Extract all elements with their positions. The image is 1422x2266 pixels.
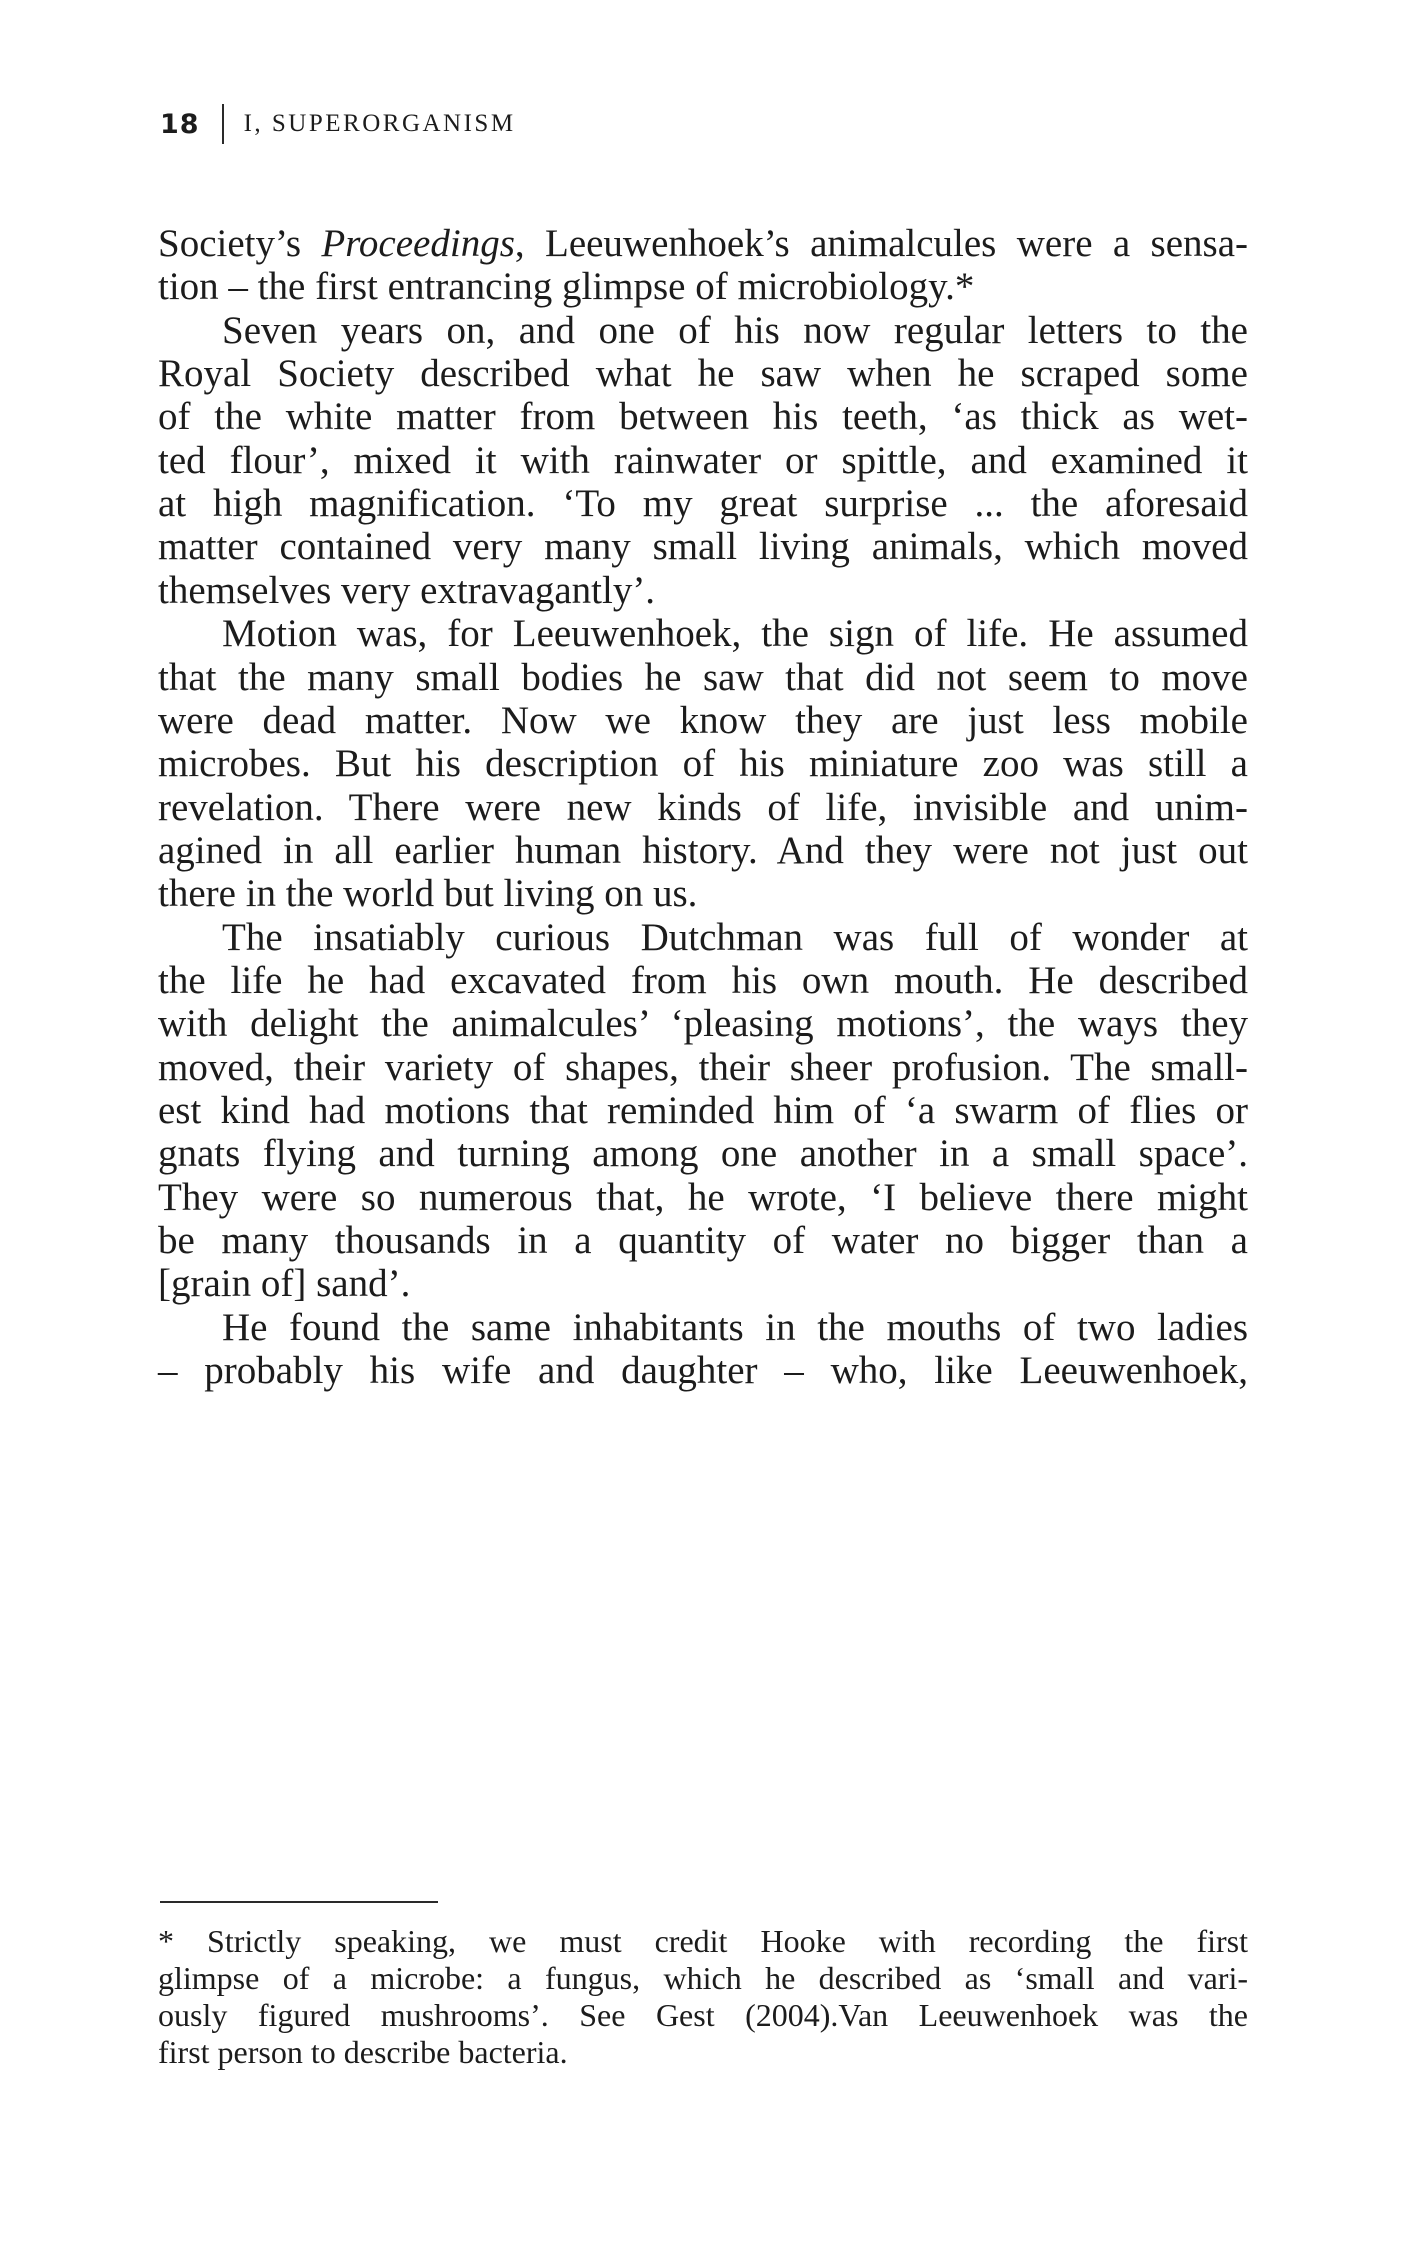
body-line-13: microbes. But his description of his miniature zoo was still a <box>158 742 1248 785</box>
body-line-22: gnats flying and turning among one another in a small space’. <box>158 1132 1248 1175</box>
body-line-21: est kind had motions that reminded him of ‘a swarm of flies or <box>158 1089 1248 1132</box>
body-line-25: [grain of] sand’. <box>158 1262 411 1305</box>
footnote-line-1: * Strictly speaking, we must credit Hooke with recording the first <box>158 1923 1248 1959</box>
body-line-3: Seven years on, and one of his now regular letters to the <box>222 309 1248 352</box>
body-line-14: revelation. There were new kinds of life, invisible and unim- <box>158 786 1248 829</box>
body-line-26: He found the same inhabitants in the mouths of two ladies <box>222 1306 1248 1349</box>
body-line-6: ted flour’, mixed it with rainwater or spittle, and examined it <box>158 439 1248 482</box>
body-line-4: Royal Society described what he saw when he scraped some <box>158 352 1248 395</box>
body-line-18: the life he had excavated from his own mouth. He described <box>158 959 1248 1002</box>
body-line-9: themselves very extravagantly’. <box>158 569 656 612</box>
body-line-2: tion – the first entrancing glimpse of microbiology.* <box>158 265 975 308</box>
footnote-line-3: ously figured mushrooms’. See Gest (2004).Van Leeuwenhoek was the <box>158 1997 1248 2033</box>
body-line-12: were dead matter. Now we know they are just less mobile <box>158 699 1248 742</box>
body-line-20: moved, their variety of shapes, their sheer profusion. The small- <box>158 1046 1248 1089</box>
body-line-16: there in the world but living on us. <box>158 872 698 915</box>
body-line-11: that the many small bodies he saw that did not seem to move <box>158 656 1248 699</box>
body-line-19: with delight the animalcules’ ‘pleasing motions’, the ways they <box>158 1002 1248 1045</box>
header-divider <box>222 104 224 144</box>
footnote-line-4: first person to describe bacteria. <box>158 2034 568 2070</box>
body-line-8: matter contained very many small living animals, which moved <box>158 525 1248 568</box>
body-line-7: at high magnification. ‘To my great surprise ... the aforesaid <box>158 482 1248 525</box>
italic-title: Proceedings <box>321 222 515 265</box>
body-line-15: agined in all earlier human history. And they were not just out <box>158 829 1248 872</box>
footnote-rule <box>160 1901 438 1903</box>
body-line-5: of the white matter from between his teeth, ‘as thick as wet- <box>158 395 1248 438</box>
body-line-1: Society’s Proceedings, Leeuwenhoek’s animalcules were a sensa- <box>158 222 1249 265</box>
body-line-23: They were so numerous that, he wrote, ‘I believe there might <box>158 1176 1248 1219</box>
page-number: 18 <box>160 108 200 140</box>
chapter-title: I, SUPERORGANISM <box>243 110 516 137</box>
running-head <box>160 104 516 144</box>
body-line-17: The insatiably curious Dutchman was full of wonder at <box>222 916 1248 959</box>
body-line-24: be many thousands in a quantity of water no bigger than a <box>158 1219 1248 1262</box>
footnote-line-2: glimpse of a microbe: a fungus, which he described as ‘small and vari- <box>158 1960 1248 1996</box>
body-line-27: – probably his wife and daughter – who, like Leeuwenhoek, <box>158 1349 1248 1392</box>
body-line-10: Motion was, for Leeuwenhoek, the sign of life. He assumed <box>222 612 1248 655</box>
